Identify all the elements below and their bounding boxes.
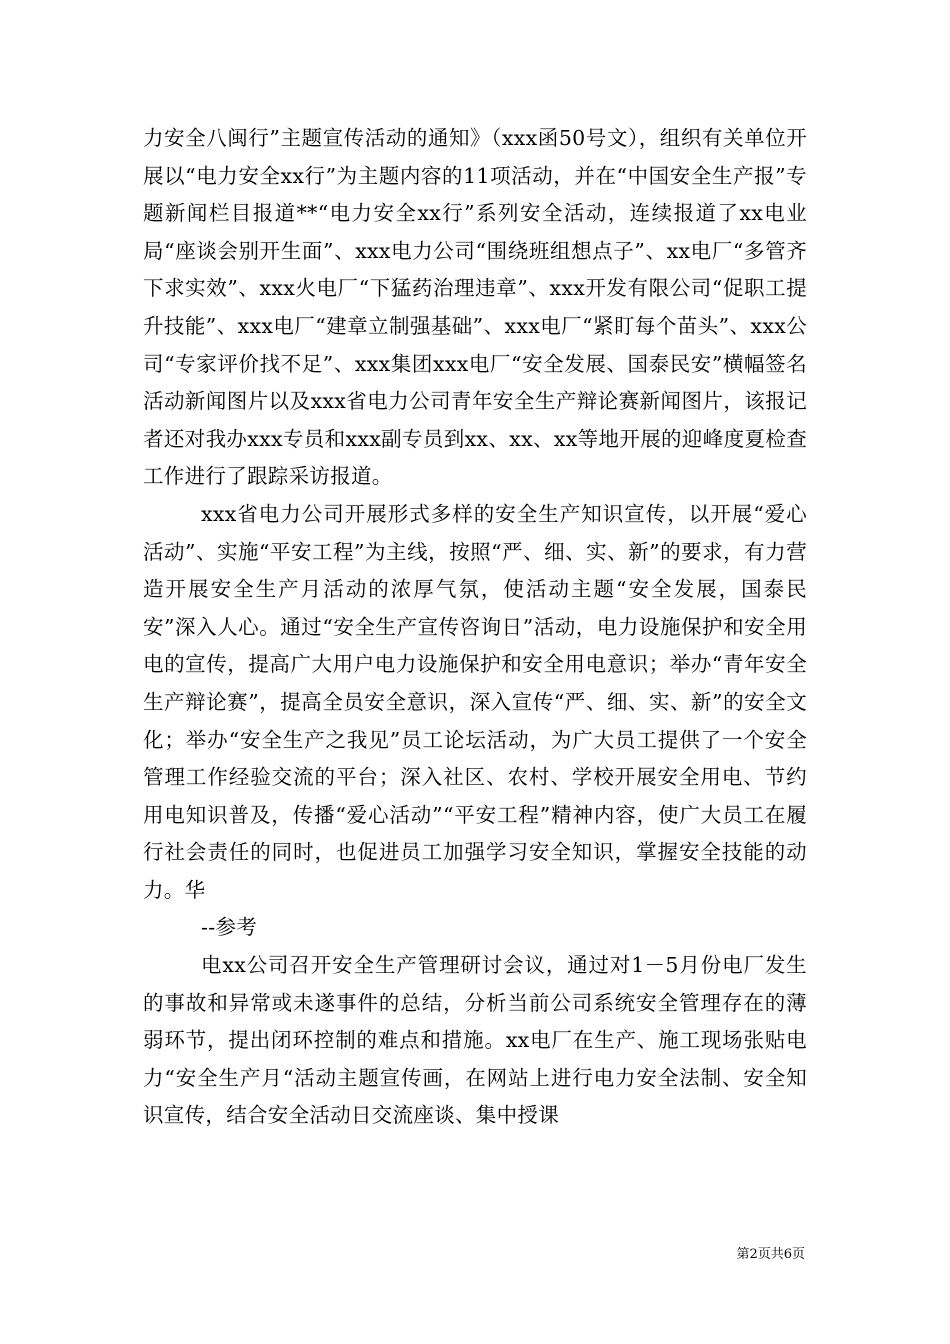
paragraph-1: 力安全八闽行”主题宣传活动的通知》（xxx函50号文），组织有关单位开展以“电力安全xx行”为主题内容的11项活动，并在“中国安全生产报”专题新闻栏目报道**“电力安全xx行”系列安全活动，连续报道了xx电业局“座谈会别开生面”、xxx电力公司“围绕班组想点子”、xx电厂“多管齐下求实效”、xxx火电厂“下猛药治理违章”、xxx开发有限公司“促职工提升技能”、xxx电厂“建章立制强基础”、xxx电厂“紧盯每个苗头”、xxx公司“专家评价找不足”、xxx集团xxx电厂“安全发展、国泰民安”横幅签名活动新闻图片以及xxx省电力公司青年安全生产辩论赛新闻图片，该报记者还对我办xxx专员和xxx副专员到xx、xx、xx等地开展的迎峰度夏检查工作进行了跟踪采访报道。 (143, 126, 807, 489)
document-body (143, 120, 807, 1135)
paragraph-3-reference-note: --参考 (201, 915, 258, 940)
paragraph-4: 电xx公司召开安全生产管理研讨会议，通过对1－5月份电厂发生的事故和异常或未遂事件的总结，分析当前公司系统安全管理存在的薄弱环节，提出闭环控制的难点和措施。xx电厂在生产、施工现场张贴电力“安全生产月“活动主题宣传画，在网站上进行电力安全法制、安全知识宣传，结合安全活动日交流座谈、集中授课 (143, 953, 807, 1128)
paragraph-2: xxx省电力公司开展形式多样的安全生产知识宣传，以开展“爱心活动”、实施“平安工程”为主线，按照“严、细、实、新”的要求，有力营造开展安全生产月活动的浓厚气氛，使活动主题“安全发展，国泰民安”深入人心。通过“安全生产宣传咨询日”活动，电力设施保护和安全用电的宣传，提高广大用户电力设施保护和安全用电意识；举办“青年安全生产辩论赛”，提高全员安全意识，深入宣传“严、细、实、新”的安全文化；举办“安全生产之我见”员工论坛活动，为广大员工提供了一个安全管理工作经验交流的平台；深入社区、农村、学校开展安全用电、节约用电知识普及，传播“爱心活动”“平安工程”精神内容，使广大员工在履行社会责任的同时，也促进员工加强学习安全知识，掌握安全技能的动力。华 (143, 501, 807, 902)
page-number-footer: 第2页共6页 (736, 1247, 805, 1262)
